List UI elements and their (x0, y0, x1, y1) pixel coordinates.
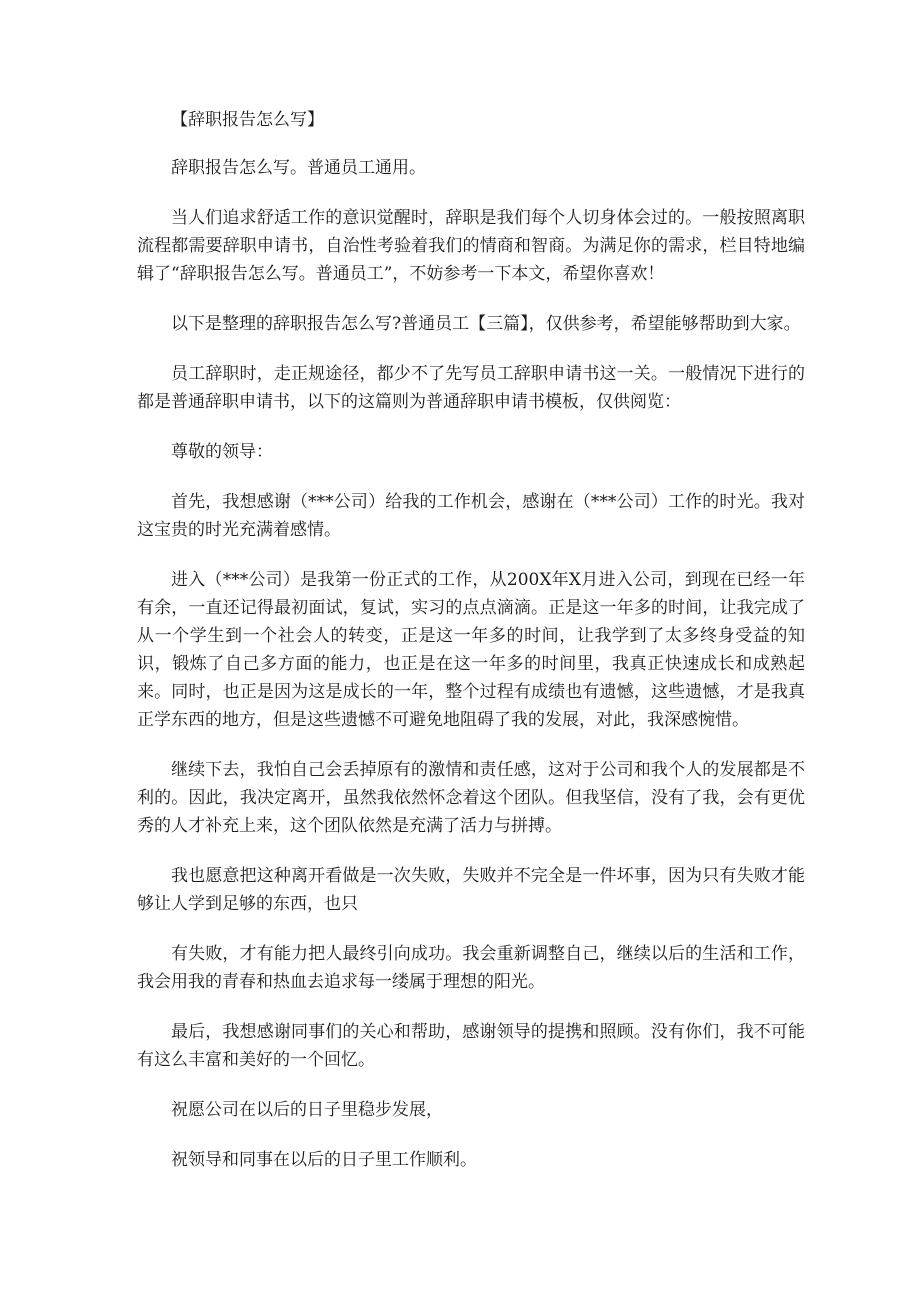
paragraph-wish-company: 祝愿公司在以后的日子里稳步发展， (171, 1100, 443, 1120)
paragraph-experience: 进入（***公司）是我第一份正式的工作，从200X年X月进入公司，到现在已经一年有余，一直还记得最初面试，复试，实习的点点滴滴。正是这一年多的时间，让我完成了从一个学生到一个社会人的转变，正是这一年多的时间，让我学到了太多终身受益的知识，锻炼了自己多方面的能力，也正是在这一年多的时间里，我真正快速成长和成熟起来。同时，也正是因为这是成长的一年，整个过程有成绩也有遗憾，这些遗憾，才是我真正学东西的地方，但是这些遗憾不可避免地阻碍了我的发展，对此，我深感惋惜。 (137, 570, 805, 730)
paragraph-failure: 我也愿意把这种离开看做是一次失败，失败并不完全是一件坏事，因为只有失败才能够让人学到足够的东西，也只 (137, 866, 805, 914)
paragraph-salutation: 尊敬的领导： (171, 442, 273, 462)
paragraph-closing: 最后，我想感谢同事们的关心和帮助，感谢领导的提携和照顾。没有你们，我不可能有这么丰富和美好的一个回忆。 (137, 1022, 805, 1070)
document-body (137, 106, 805, 1196)
paragraph-intro: 当人们追求舒适工作的意识觉醒时，辞职是我们每个人切身体会过的。一般按照离职流程都需要辞职申请书，自治性考验着我们的情商和智商。为满足你的需求，栏目特地编辑了“辞职报告怎么写。普通员工”，不妨参考一下本文，希望你喜欢！ (137, 208, 805, 284)
paragraph-wish-colleagues: 祝领导和同事在以后的日子里工作顺利。 (171, 1150, 477, 1170)
paragraph-success: 有失败，才有能力把人最终引向成功。我会重新调整自己，继续以后的生活和工作，我会用我的青春和热血去追求每一缕属于理想的阳光。 (137, 944, 805, 992)
paragraph-subtitle: 辞职报告怎么写。普通员工通用。 (171, 158, 426, 178)
paragraph-thanks: 首先，我想感谢（***公司）给我的工作机会，感谢在（***公司）工作的时光。我对这宝贵的时光充满着感情。 (137, 492, 805, 540)
paragraph-summary: 以下是整理的辞职报告怎么写?普通员工【三篇】，仅供参考，希望能够帮助到大家。 (171, 314, 801, 334)
paragraph-decision: 继续下去，我怕自己会丢掉原有的激情和责任感，这对于公司和我个人的发展都是不利的。因此，我决定离开，虽然我依然怀念着这个团队。但我坚信，没有了我，会有更优秀的人才补充上来，这个团队依然是充满了活力与拼搏。 (137, 760, 805, 836)
document-title: 【辞职报告怎么写】 (171, 110, 324, 130)
paragraph-template-note: 员工辞职时，走正规途径，都少不了先写员工辞职申请书这一关。一般情况下进行的都是普通辞职申请书，以下的这篇则为普通辞职申请书模板，仅供阅览： (137, 364, 805, 412)
